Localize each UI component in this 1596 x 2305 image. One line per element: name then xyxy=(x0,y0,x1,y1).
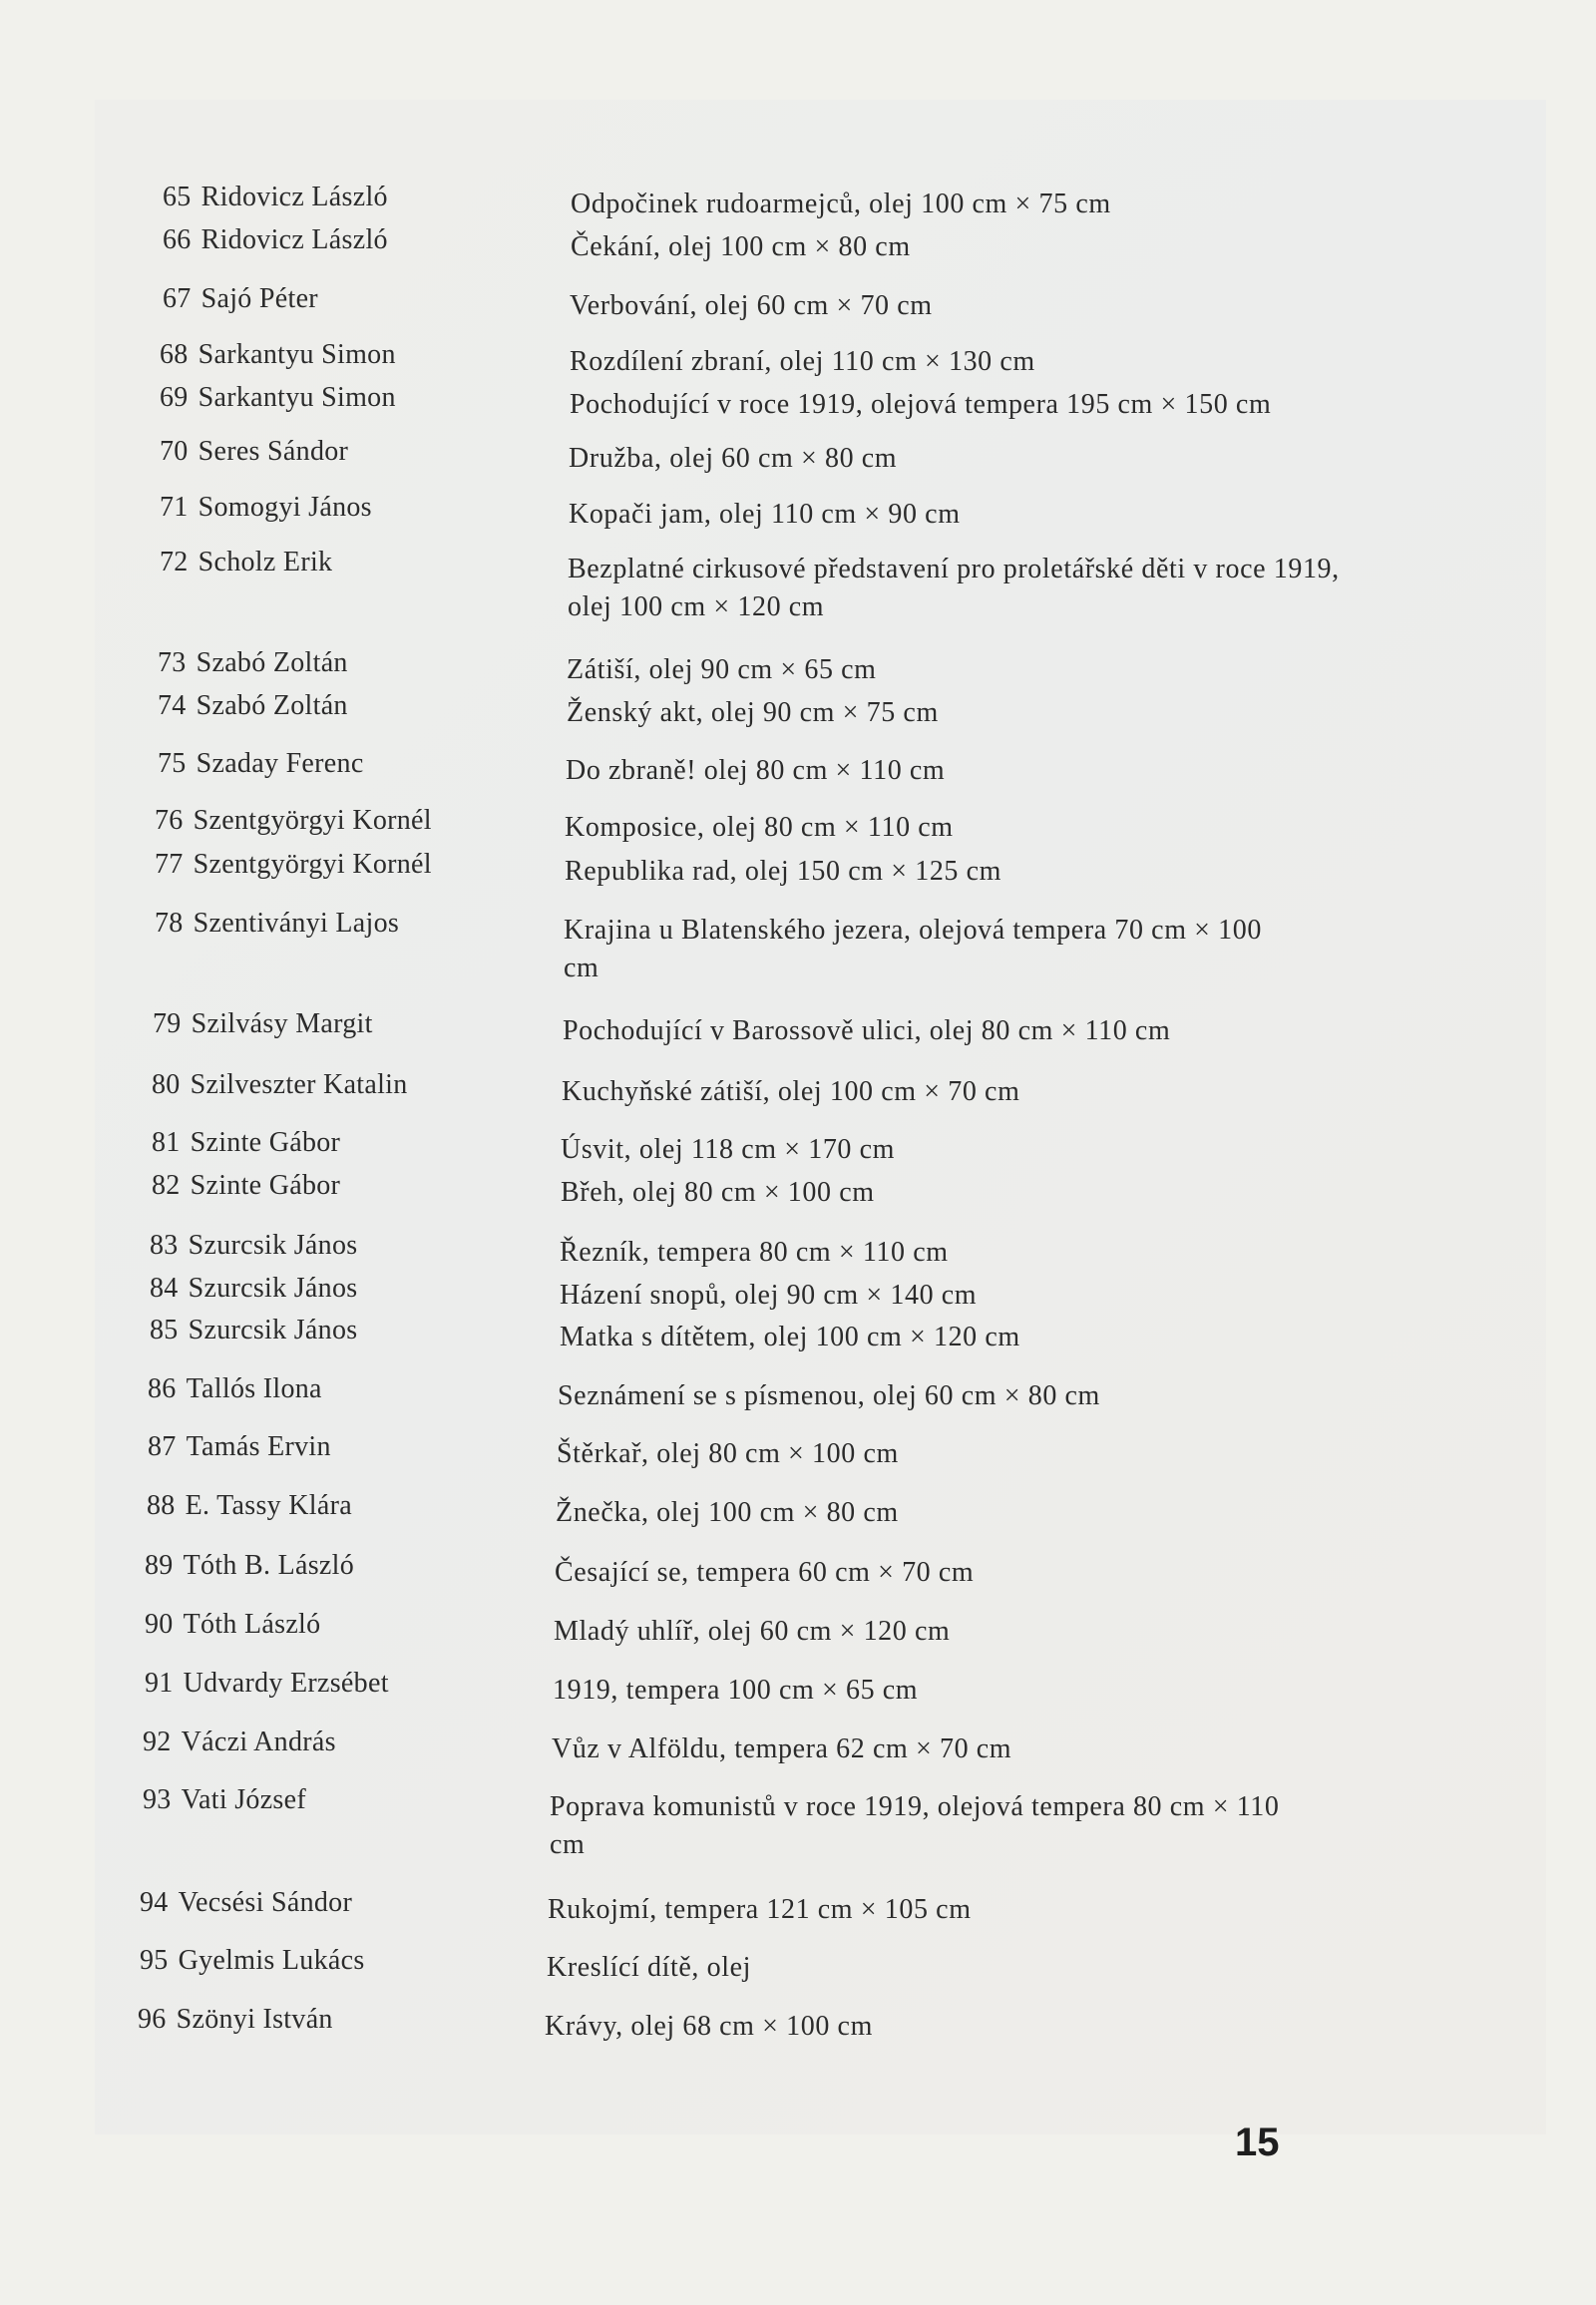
artist-name: Szilveszter Katalin xyxy=(190,1069,408,1100)
entry-artist xyxy=(153,1005,373,1043)
entry-number: 89 xyxy=(145,1550,174,1581)
entry-number: 74 xyxy=(158,690,187,721)
artist-name: Vecsési Sándor xyxy=(178,1887,353,1918)
work-description: Rukojmí, tempera 121 cm × 105 cm xyxy=(548,1894,972,1925)
artist-name: Ridovicz László xyxy=(200,182,388,212)
entry-number: 90 xyxy=(145,1609,174,1640)
entry-number: 80 xyxy=(152,1069,181,1100)
entry-artist xyxy=(163,280,318,318)
entry-artist xyxy=(158,644,348,682)
artist-name: Szaday Ferenc xyxy=(196,748,364,779)
entry-artist xyxy=(145,1665,389,1703)
work-description: Mladý uhlíř, olej 60 cm × 120 cm xyxy=(554,1616,951,1647)
entry-number: 76 xyxy=(155,805,184,836)
entry-artist xyxy=(160,544,332,581)
entry-artist xyxy=(150,1270,357,1308)
artist-name: Szurcsik János xyxy=(188,1230,358,1261)
work-description: Řezník, tempera 80 cm × 110 cm xyxy=(560,1237,949,1268)
entry-artist xyxy=(143,1781,306,1819)
work-description: Odpočinek rudoarmejců, olej 100 cm × 75 cm xyxy=(571,189,1111,219)
work-description: Pochodující v Barossově ulici, olej 80 cm × 110 cm xyxy=(563,1015,1171,1046)
artist-name: Szilvásy Margit xyxy=(191,1008,373,1039)
entry-number: 66 xyxy=(163,224,192,255)
entry-artist xyxy=(160,336,396,374)
artist-name: Szentgyörgyi Kornél xyxy=(193,849,432,880)
entry-number: 67 xyxy=(163,283,192,314)
entry-artist xyxy=(147,1487,352,1525)
work-description: Žnečka, olej 100 cm × 80 cm xyxy=(556,1497,899,1528)
entry-artist xyxy=(150,1312,357,1349)
entry-number: 93 xyxy=(143,1784,172,1815)
artist-name: Szinte Gábor xyxy=(190,1127,341,1158)
work-description: Ženský akt, olej 90 cm × 75 cm xyxy=(567,697,939,728)
entry-number: 81 xyxy=(152,1127,181,1158)
entry-number: 69 xyxy=(160,382,189,413)
work-description: Verbování, olej 60 cm × 70 cm xyxy=(570,290,933,321)
entry-artist xyxy=(158,687,348,725)
entry-artist xyxy=(163,221,388,259)
entry-artist xyxy=(148,1370,322,1408)
entry-number: 87 xyxy=(148,1431,177,1462)
artist-name: Szurcsik János xyxy=(188,1315,358,1345)
work-description: Házení snopů, olej 90 cm × 140 cm xyxy=(560,1280,978,1311)
artist-name: Vati József xyxy=(181,1784,306,1815)
entry-number: 71 xyxy=(160,492,189,523)
work-description: Zátiší, olej 90 cm × 65 cm xyxy=(567,654,877,685)
artist-name: Gyelmis Lukács xyxy=(178,1945,365,1976)
entry-number: 86 xyxy=(148,1373,177,1404)
work-description: Krajina u Blatenského jezera, olejová tempera 70 cm × 100 cm xyxy=(564,915,1262,983)
artist-name: Szentiványi Lajos xyxy=(193,908,400,939)
artist-name: Tóth László xyxy=(183,1609,321,1640)
artist-name: Szabó Zoltán xyxy=(196,647,348,678)
work-description: Kreslící dítě, olej xyxy=(547,1952,752,1983)
work-description: Pochodující v roce 1919, olejová tempera 195 cm × 150 cm xyxy=(570,389,1272,420)
entry-number: 68 xyxy=(160,339,189,370)
artist-name: Tamás Ervin xyxy=(186,1431,331,1462)
entry-number: 78 xyxy=(155,908,184,939)
entry-artist xyxy=(160,489,372,527)
entry-number: 79 xyxy=(153,1008,182,1039)
entry-number: 82 xyxy=(152,1170,181,1201)
work-description: Čekání, olej 100 cm × 80 cm xyxy=(571,231,911,262)
artist-name: Szönyi István xyxy=(176,2004,333,2035)
entry-artist xyxy=(148,1428,331,1466)
artist-name: Somogyi János xyxy=(198,492,372,523)
entry-number: 83 xyxy=(150,1230,179,1261)
artist-name: Tóth B. László xyxy=(183,1550,355,1581)
entry-number: 92 xyxy=(143,1727,172,1757)
work-description: Česající se, tempera 60 cm × 70 cm xyxy=(555,1557,975,1588)
entry-number: 84 xyxy=(150,1273,179,1304)
artist-name: Seres Sándor xyxy=(198,436,349,467)
entry-artist xyxy=(145,1606,320,1644)
page-number: 15 xyxy=(1235,2120,1280,2164)
entry-number: 88 xyxy=(147,1490,176,1521)
work-description: Do zbraně! olej 80 cm × 110 cm xyxy=(566,755,946,786)
work-description: Rozdílení zbraní, olej 110 cm × 130 cm xyxy=(570,346,1035,377)
work-description: Republika rad, olej 150 cm × 125 cm xyxy=(565,856,1002,887)
work-description: Břeh, olej 80 cm × 100 cm xyxy=(561,1177,875,1208)
artist-name: Ridovicz László xyxy=(200,224,388,255)
artist-name: E. Tassy Klára xyxy=(185,1490,352,1521)
entry-number: 85 xyxy=(150,1315,179,1345)
entry-number: 94 xyxy=(140,1887,169,1918)
entry-artist xyxy=(163,179,388,216)
entry-number: 65 xyxy=(163,182,192,212)
entry-artist xyxy=(160,433,348,471)
work-description: 1919, tempera 100 cm × 65 cm xyxy=(553,1675,919,1706)
entry-artist xyxy=(155,846,432,884)
artist-name: Sarkantyu Simon xyxy=(198,382,396,413)
entry-number: 96 xyxy=(138,2004,167,2035)
artist-name: Szentgyörgyi Kornél xyxy=(193,805,432,836)
artist-name: Szabó Zoltán xyxy=(196,690,348,721)
entry-artist xyxy=(160,379,396,417)
artist-name: Sajó Péter xyxy=(200,283,318,314)
work-description: Kuchyňské zátiší, olej 100 cm × 70 cm xyxy=(562,1076,1020,1107)
entry-artist xyxy=(152,1167,340,1205)
entry-artist xyxy=(138,2001,333,2039)
work-description: Seznámení se s písmenou, olej 60 cm × 80 cm xyxy=(558,1380,1100,1411)
entry-artist xyxy=(150,1227,357,1265)
work-description: Bezplatné cirkusové představení pro proletářské děti v roce 1919, olej 100 cm × 120 cm xyxy=(568,554,1340,622)
work-description: Poprava komunistů v roce 1919, olejová tempera 80 cm × 110 cm xyxy=(550,1791,1280,1860)
entry-artist xyxy=(145,1547,354,1585)
work-description: Kopači jam, olej 110 cm × 90 cm xyxy=(569,499,961,530)
entry-number: 91 xyxy=(145,1668,174,1699)
entry-number: 75 xyxy=(158,748,187,779)
work-description: Štěrkař, olej 80 cm × 100 cm xyxy=(557,1438,899,1469)
entry-artist xyxy=(158,745,364,783)
work-description: Komposice, olej 80 cm × 110 cm xyxy=(565,812,954,843)
entry-number: 95 xyxy=(140,1945,169,1976)
entry-artist xyxy=(152,1124,340,1162)
artist-name: Szinte Gábor xyxy=(190,1170,341,1201)
artist-name: Scholz Erik xyxy=(198,547,333,577)
entry-number: 77 xyxy=(155,849,184,880)
work-description: Matka s dítětem, olej 100 cm × 120 cm xyxy=(560,1322,1020,1352)
work-description: Úsvit, olej 118 cm × 170 cm xyxy=(561,1134,896,1165)
entry-artist xyxy=(155,905,399,943)
entry-number: 70 xyxy=(160,436,189,467)
entry-artist xyxy=(143,1724,336,1761)
work-description: Vůz v Alföldu, tempera 62 cm × 70 cm xyxy=(552,1733,1012,1764)
work-description: Krávy, olej 68 cm × 100 cm xyxy=(545,2011,873,2042)
artist-name: Tallós Ilona xyxy=(186,1373,322,1404)
entry-artist xyxy=(152,1066,408,1104)
entry-number: 72 xyxy=(160,547,189,577)
artist-name: Szurcsik János xyxy=(188,1273,358,1304)
artist-name: Sarkantyu Simon xyxy=(198,339,396,370)
entry-artist xyxy=(140,1942,365,1980)
entry-artist xyxy=(155,802,432,840)
work-description: Družba, olej 60 cm × 80 cm xyxy=(569,443,898,474)
artist-name: Váczi András xyxy=(181,1727,336,1757)
entry-number: 73 xyxy=(158,647,187,678)
entry-artist xyxy=(140,1884,352,1922)
artist-name: Udvardy Erzsébet xyxy=(183,1668,389,1699)
